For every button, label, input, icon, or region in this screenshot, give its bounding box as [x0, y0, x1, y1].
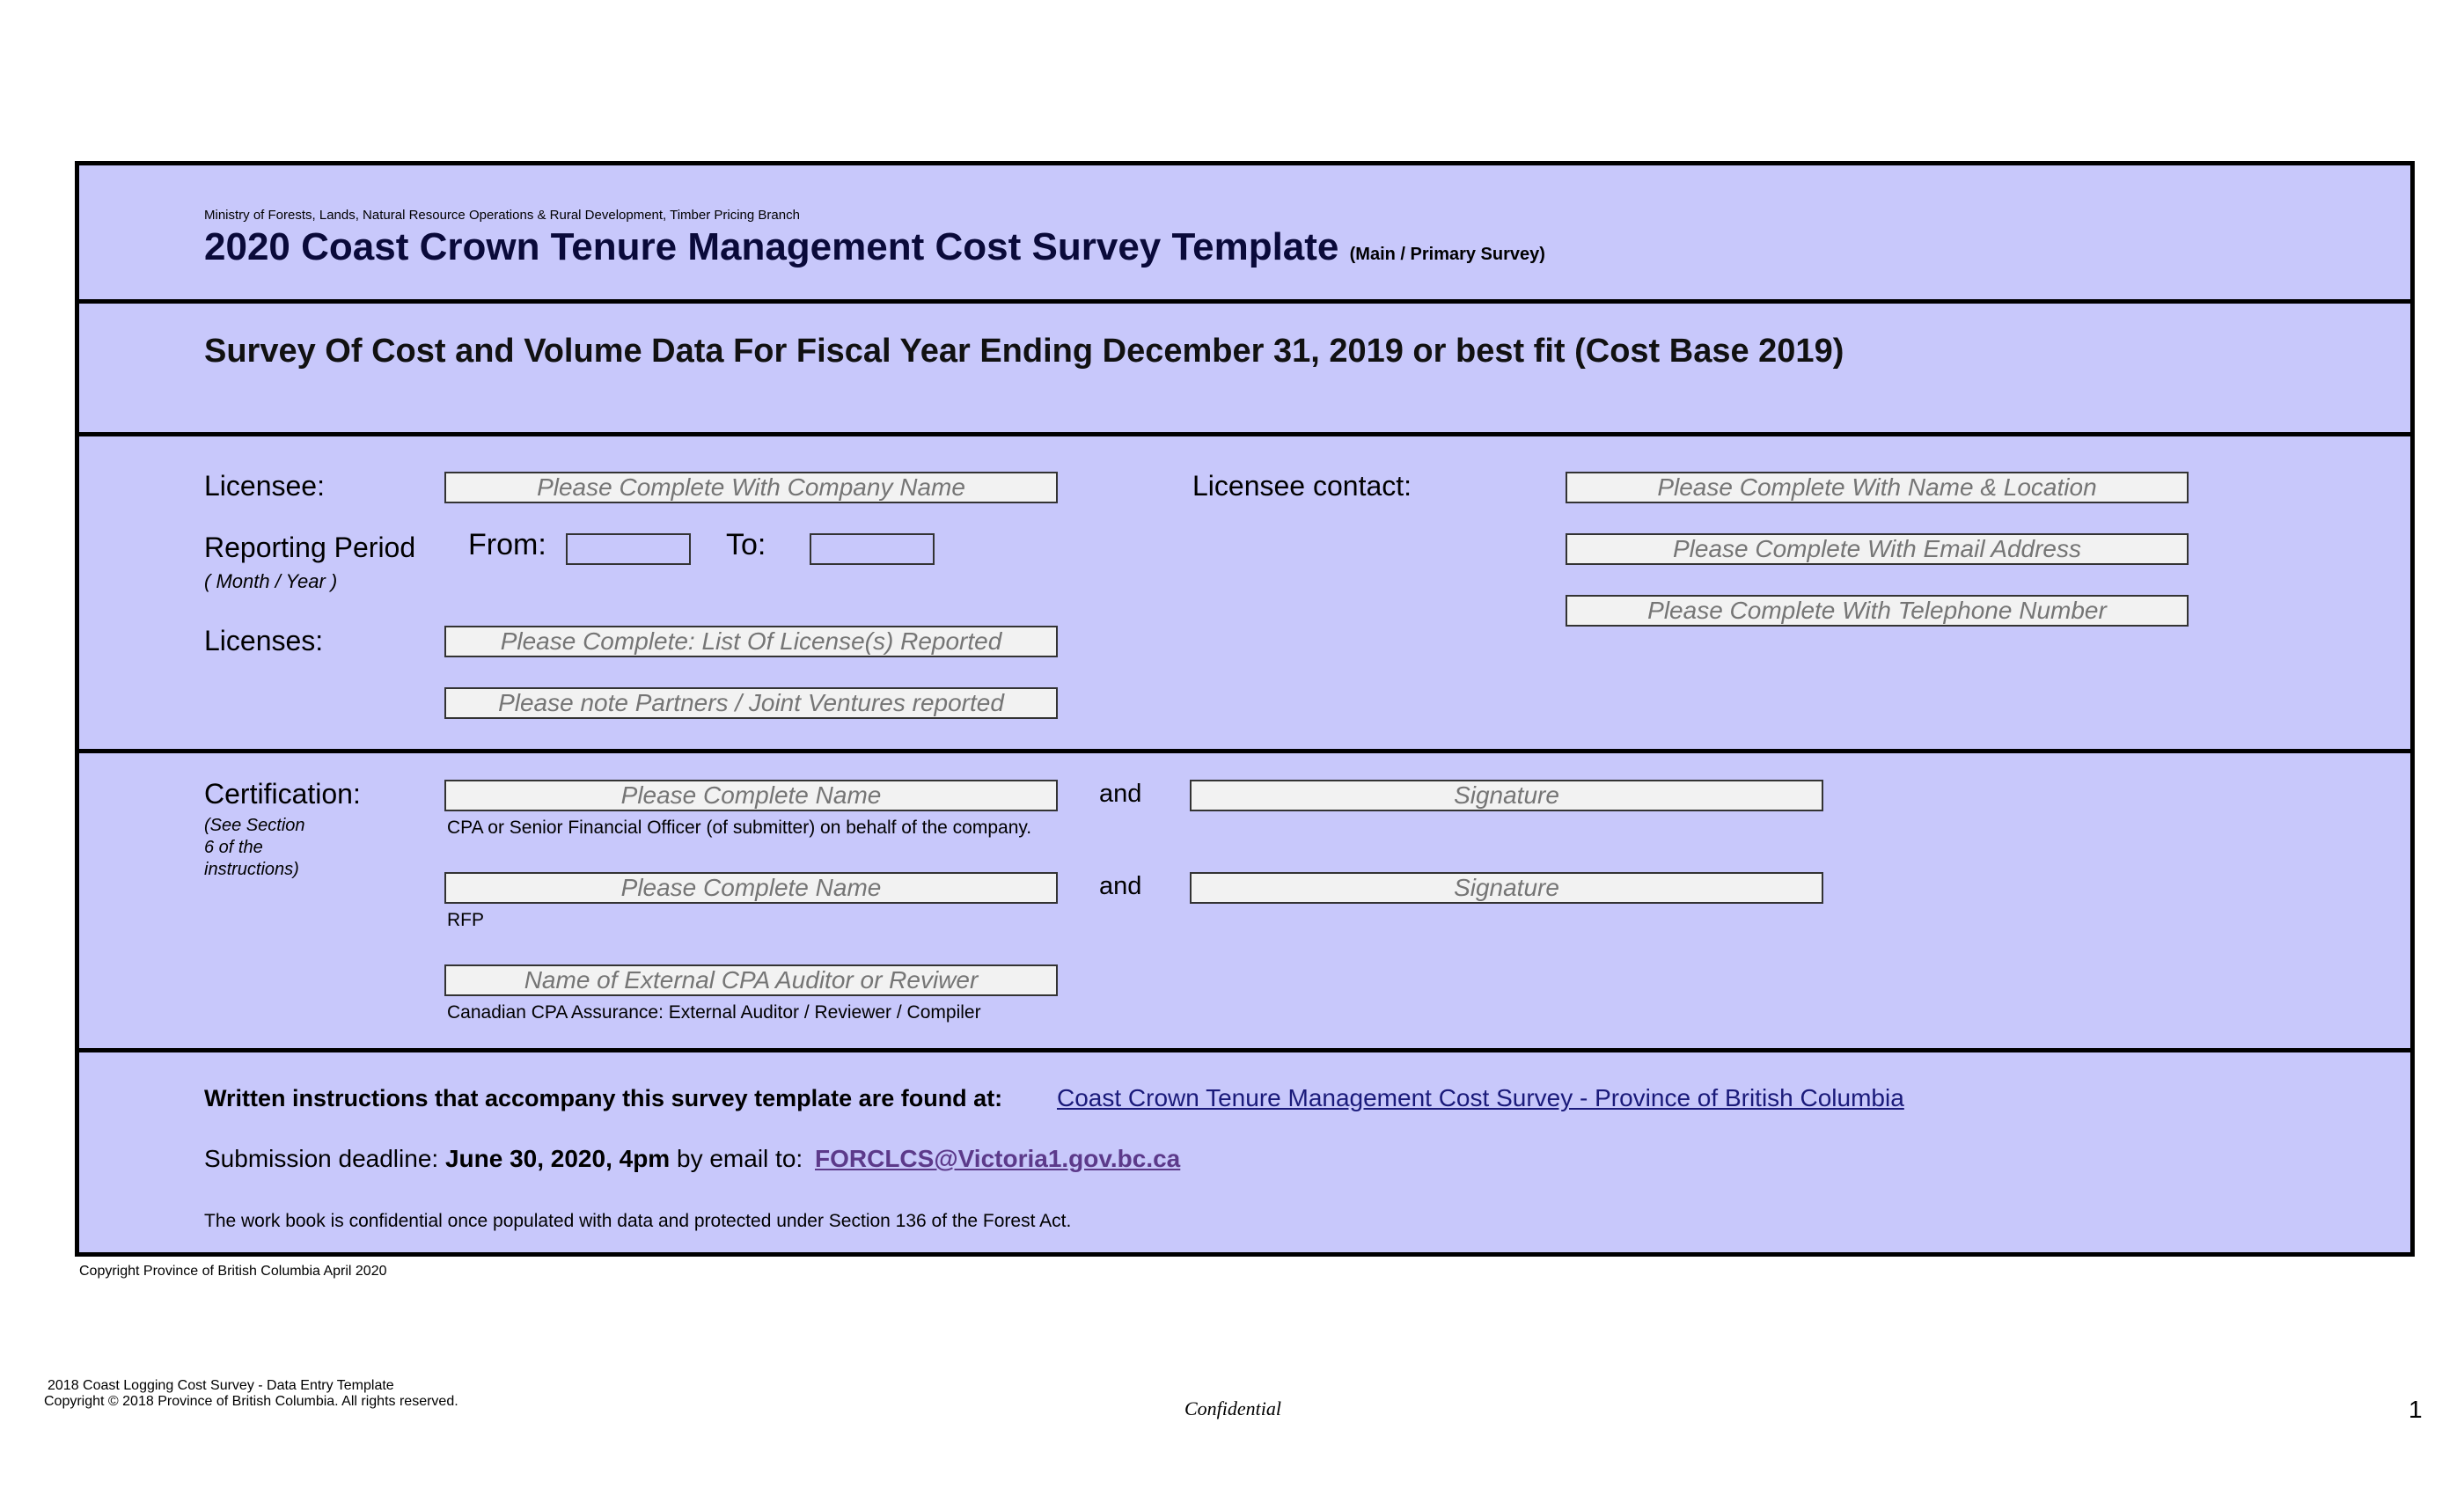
- page-title: [204, 225, 1545, 269]
- to-date-input[interactable]: [810, 533, 935, 565]
- rfp-name-input[interactable]: [444, 872, 1058, 904]
- submission-deadline: [204, 1145, 803, 1173]
- auditor-name-input[interactable]: [444, 964, 1058, 996]
- survey-form: [75, 161, 2415, 1257]
- certification-note-line: 6 of the: [204, 838, 263, 857]
- footer-copyright: Copyright © 2018 Province of British Columbia. All rights reserved.: [44, 1394, 458, 1409]
- reporting-period-note: ( Month / Year ): [204, 570, 338, 592]
- ministry-line: Ministry of Forests, Lands, Natural Resource Operations & Rural Development, Timber Pricing Branch: [204, 208, 800, 223]
- instructions-label: Written instructions that accompany this survey template are found at:: [204, 1085, 1003, 1111]
- deadline-prefix: Submission deadline:: [204, 1145, 439, 1172]
- footer-template-name: 2018 Coast Logging Cost Survey - Data Entry Template: [48, 1378, 394, 1393]
- licensee-input[interactable]: [444, 472, 1058, 503]
- copyright-inner: Copyright Province of British Columbia April 2020: [79, 1264, 387, 1279]
- reporting-period-label: Reporting Period: [204, 532, 416, 563]
- title-main: 2020 Coast Crown Tenure Management Cost Survey Template: [204, 225, 1339, 268]
- deadline-suffix: by email to:: [677, 1145, 803, 1172]
- cpa-caption: CPA or Senior Financial Officer (of submitter) on behalf of the company.: [447, 818, 1032, 838]
- separator: [79, 1048, 2410, 1052]
- rfp-caption: RFP: [447, 910, 484, 930]
- licenses-label: Licenses:: [204, 625, 324, 656]
- auditor-caption: Canadian CPA Assurance: External Auditor / Reviewer / Compiler: [447, 1002, 981, 1023]
- submission-email-link[interactable]: FORCLCS@Victoria1.gov.bc.ca: [815, 1145, 1181, 1172]
- certification-label: Certification:: [204, 778, 361, 810]
- deadline-date: June 30, 2020, 4pm: [444, 1145, 671, 1172]
- from-date-input[interactable]: [566, 533, 691, 565]
- contact-email-input[interactable]: [1566, 533, 2189, 565]
- cpa-name-input[interactable]: [444, 780, 1058, 811]
- and-label: and: [1099, 872, 1142, 900]
- survey-subtitle: Survey Of Cost and Volume Data For Fiscal Year Ending December 31, 2019 or best fit (Cost Base 2019): [204, 333, 1844, 370]
- contact-name-input[interactable]: [1566, 472, 2189, 503]
- rfp-signature-input[interactable]: [1190, 872, 1823, 904]
- confidential-note: The work book is confidential once populated with data and protected under Section 136 of the Forest Act.: [204, 1211, 1072, 1231]
- partners-input[interactable]: [444, 687, 1058, 719]
- separator: [79, 432, 2410, 436]
- footer-confidential: Confidential: [1184, 1397, 1281, 1419]
- page-number: 1: [2409, 1396, 2423, 1423]
- separator: [79, 299, 2410, 304]
- title-suffix: (Main / Primary Survey): [1349, 245, 1545, 264]
- certification-note-line: (See Section: [204, 816, 305, 835]
- to-label: To:: [726, 528, 766, 561]
- separator: [79, 749, 2410, 753]
- from-label: From:: [468, 528, 546, 561]
- instructions-link[interactable]: Coast Crown Tenure Management Cost Survey - Province of British Columbia: [1057, 1084, 1904, 1111]
- licensee-contact-label: Licensee contact:: [1192, 470, 1412, 502]
- licensee-label: Licensee:: [204, 470, 325, 502]
- licenses-input[interactable]: [444, 626, 1058, 657]
- and-label: and: [1099, 780, 1142, 808]
- contact-phone-input[interactable]: [1566, 595, 2189, 627]
- cpa-signature-input[interactable]: [1190, 780, 1823, 811]
- certification-note: [204, 815, 305, 881]
- certification-note-line: instructions): [204, 860, 299, 879]
